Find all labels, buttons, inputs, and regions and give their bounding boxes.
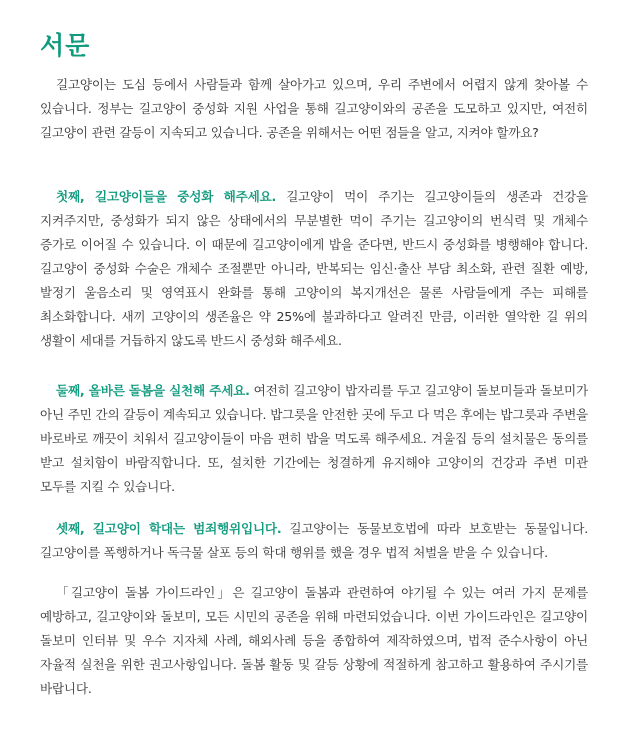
paragraph-highlight: 첫째, 길고양이들을 중성화 해주세요. bbox=[56, 189, 277, 204]
second-point-paragraph bbox=[40, 379, 588, 499]
third-point-paragraph bbox=[40, 517, 588, 565]
paragraph-highlight: 둘째, 올바른 돌봄을 실천해 주세요. bbox=[56, 383, 250, 398]
paragraph-text: 길고양이는 동물보호법에 따라 보호받는 동물입니다. 길고양이를 폭행하거나 독극물 살포 등의 학대 행위를 했을 경우 법적 처벌을 받을 수 있습니다. bbox=[40, 521, 589, 560]
closing-paragraph bbox=[40, 581, 588, 701]
intro-paragraph bbox=[40, 73, 588, 145]
page-title: 서문 bbox=[40, 31, 91, 60]
paragraph-text: 길고양이 먹이 주기는 길고양이들의 생존과 건강을 지켜주지만, 중성화가 되지 않은 상태에서의 무분별한 먹이 주기는 길고양이의 번식력 및 개체수 증가로 이어질 수 있습니다. 이 때문에 길고양이에게 밥을 준다면, 반드시 중성화를 병행해야 합니다. 길고양이 중성화 수술은 개체수 조절뿐만 아니라, 반복되는 임신·출산 부담 최소화, 관련 질환 예방, 발정기 울음소리 및 영역표시 완화를 통해 고양이의 복지개선은 물론 사람들에게 주는 피해를 최소화합니다. 새끼 고양이의 생존율은 약 25%에 불과하다고 알려진 만큼, 이러한 열악한 길 위의 생활이 세대를 거듭하지 않도록 반드시 중성화 해주세요. bbox=[40, 189, 588, 348]
paragraph-highlight: 셋째, 길고양이 학대는 범죄행위입니다. bbox=[56, 521, 282, 536]
paragraph-text: 여전히 길고양이 밥자리를 두고 길고양이 돌보미들과 돌보미가 아닌 주민 간의 갈등이 계속되고 있습니다. 밥그릇을 안전한 곳에 두고 다 먹은 후에는 밥그릇과 주변을 바로바로 깨끗이 치워서 길고양이들이 마음 편히 밥을 먹도록 해주세요. 겨울집 등의 설치물은 동의를 받고 설치함이 바람직합니다. 또, 설치한 기간에는 청결하게 유지해야 고양이의 건강과 주변 미관 모두를 지킬 수 있습니다. bbox=[40, 383, 588, 494]
paragraph-text: 길고양이는 도심 등에서 사람들과 함께 살아가고 있으며, 우리 주변에서 어렵지 않게 찾아볼 수 있습니다. 정부는 길고양이 중성화 지원 사업을 통해 길고양이와의 공존을 도모하고 있지만, 여전히 길고양이 관련 갈등이 지속되고 있습니다. 공존을 위해서는 어떤 점들을 알고, 지켜야 할까요? bbox=[40, 77, 588, 140]
first-point-paragraph bbox=[40, 185, 588, 353]
paragraph-text: 「길고양이 돌봄 가이드라인」은 길고양이 돌봄과 관련하여 야기될 수 있는 여러 가지 문제를 예방하고, 길고양이와 돌보미, 모든 시민의 공존을 위해 마련되었습니다. 이번 가이드라인은 길고양이 돌보미 인터뷰 및 우수 지자체 사례, 해외사례 등을 종합하여 제작하였으며, 법적 준수사항이 아닌 자율적 실천을 위한 권고사항입니다. 돌봄 활동 및 갈등 상황에 적절하게 참고하고 활용하여 주시기를 바랍니다. bbox=[40, 585, 588, 696]
